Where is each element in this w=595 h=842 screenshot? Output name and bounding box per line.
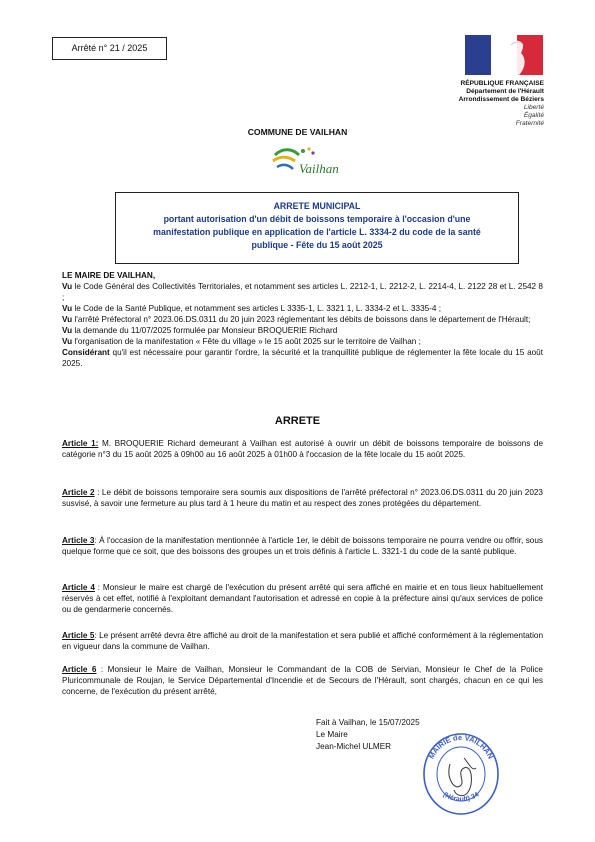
article-6 (62, 664, 543, 697)
title-line-4: publique - Fête du 15 août 2025 (251, 240, 383, 250)
title-line-2: portant autorisation d'un débit de boissons temporaire à l'occasion d'une (163, 214, 471, 224)
vu-text: le Code de la Santé Publique, et notamment ses articles L 3335-1, L. 3321 1, L. 3334-2 et L. 3335-4 ; (72, 304, 442, 313)
signature-role: Le Maire (316, 730, 348, 739)
signature-name: Jean-Michel ULMER (316, 742, 392, 751)
svg-text:(Hérault) 34 (442, 791, 481, 803)
article-2 (62, 487, 543, 509)
title-box (115, 192, 519, 264)
motto-egalite: Égalité (523, 112, 544, 119)
stamp-top-text: MAIRIE de VAILHAN (426, 732, 496, 761)
vu-keyword: Vu (62, 337, 73, 346)
considerant-keyword: Considérant (62, 348, 110, 357)
vu-3 (62, 314, 543, 325)
article-text: : À l'occasion de la manifestation mentionnée à l'article 1er, le débit de boissons temporaire ne pourra vendre ou offrir, sous quelque forme que ce soit, que des boissons des groupes un et trois définis à l'article L. 3321-1 du code de la santé publique. (62, 536, 544, 556)
stamp-bottom-text: (Hérault) 34 (441, 791, 481, 804)
vu-text: le Code Général des Collectivités Territoriales, et notamment ses articles L. 2212-1, L. 2212-2, L. 2214-4, L. 2122 28 et L. 2542 8 ; (62, 282, 543, 302)
article-text: : Le présent arrêté devra être affiché au droit de la manifestation et sera publié et affiché conformément à la réglementation en vigueur dans la commune de Vailhan. (62, 631, 543, 651)
vailhan-logo-icon (265, 143, 345, 181)
vu-2 (62, 303, 543, 314)
arrete-heading: ARRETE (274, 415, 321, 427)
vu-keyword: Vu (62, 315, 73, 324)
arrondissement-line: Arrondissement de Béziers (458, 96, 544, 103)
considerant-text: qu'il est nécessaire pour garantir l'ordre, la sécurité et la tranquillité publique de réglementer la fête locale du 15 août 2025. (62, 348, 543, 368)
title-line-1: ARRETE MUNICIPAL (273, 201, 361, 211)
signature-block (316, 717, 420, 753)
vu-text: la demande du 11/07/2025 formulée par Monsieur BROQUERIE Richard (72, 326, 338, 335)
article-text: : Monsieur le maire est chargé de l'exécution du présent arrêté qui sera affiché en mairie et en tous lieux habituellement réservés à cet effet, notifié à l'exploitant demandant l'autorisation et adressé en copie à la préfecture ainsi qu'aux services de police ou de gendarmerie concernés. (62, 583, 543, 614)
article-label: Article 2 (62, 488, 95, 497)
arrete-number-box (52, 37, 167, 60)
article-label: Article 3 (62, 536, 95, 545)
motto-liberte: Liberté (523, 104, 544, 111)
title-line-3: manifestation publique en application de l'article L. 3334-2 du code de la santé (153, 227, 481, 237)
article-text: : Monsieur le Maire de Vailhan, Monsieur le Commandant de la COB de Servian, Monsieur le Chef de la Police Pluricommunale de Roujan, le Service Départemental d'Incendie et de Secours de l'Hérault, sont chargés, chacun en ce qui les concerne, de l'exécution du présent arrêté, (62, 665, 543, 696)
motto-fraternite: Fraternité (515, 120, 544, 127)
article-1 (62, 438, 543, 460)
article-label: Article 5 (62, 631, 95, 640)
article-3 (62, 535, 543, 557)
maire-heading: LE MAIRE DE VAILHAN, (62, 271, 156, 280)
republique-block (430, 80, 544, 128)
commune-title: COMMUNE DE VAILHAN (247, 127, 348, 137)
article-text: M. BROQUERIE Richard demeurant à Vailhan est autorisé à ouvrir un débit de boissons temporaire de boissons de catégorie n°3 du 15 août 2025 à 09h00 au 16 août 2025 à 01h00 à l'occasion de la fête locale du 15 août 2025. (62, 439, 544, 459)
article-5 (62, 630, 543, 652)
logo-text: Vailhan (299, 161, 339, 176)
vu-keyword: Vu (62, 304, 73, 313)
article-label: Article 6 (62, 665, 97, 674)
mairie-stamp-icon (420, 728, 502, 816)
vu-5 (62, 336, 543, 347)
article-label: Article 4 (62, 583, 95, 592)
preamble (62, 270, 543, 369)
vu-keyword: Vu (62, 326, 73, 335)
signature-place-date: Fait à Vailhan, le 15/07/2025 (316, 718, 420, 727)
marianne-logo-icon (465, 35, 543, 75)
vu-text: l'organisation de la manifestation « Fête du village » le 15 août 2025 sur le territoire de Vailhan ; (72, 337, 421, 346)
article-4 (62, 582, 543, 615)
vu-4 (62, 325, 543, 336)
departement-line: Département de l'Hérault (466, 88, 544, 95)
republique-line: RÉPUBLIQUE FRANÇAISE (460, 80, 544, 87)
vu-text: l'arrêté Préfectoral n° 2023.06.DS.0311 du 20 juin 2023 réglementant les débits de boissons dans le département de l'Hérault; (72, 315, 531, 324)
vu-keyword: Vu (62, 282, 73, 291)
article-label: Article 1: (62, 439, 99, 448)
handwritten-signature-icon (449, 764, 472, 796)
arrete-number: Arrêté n° 21 / 2025 (71, 43, 148, 53)
article-text: : Le débit de boissons temporaire sera soumis aux dispositions de l'arrêté préfectoral n° 2023.06.DS.0311 du 20 juin 2023 susvisé, à savoir une fermeture au plus tard à 1 heure du matin et au respect des zones protégées du département. (62, 488, 543, 508)
considerant (62, 347, 543, 369)
vu-1 (62, 281, 543, 303)
